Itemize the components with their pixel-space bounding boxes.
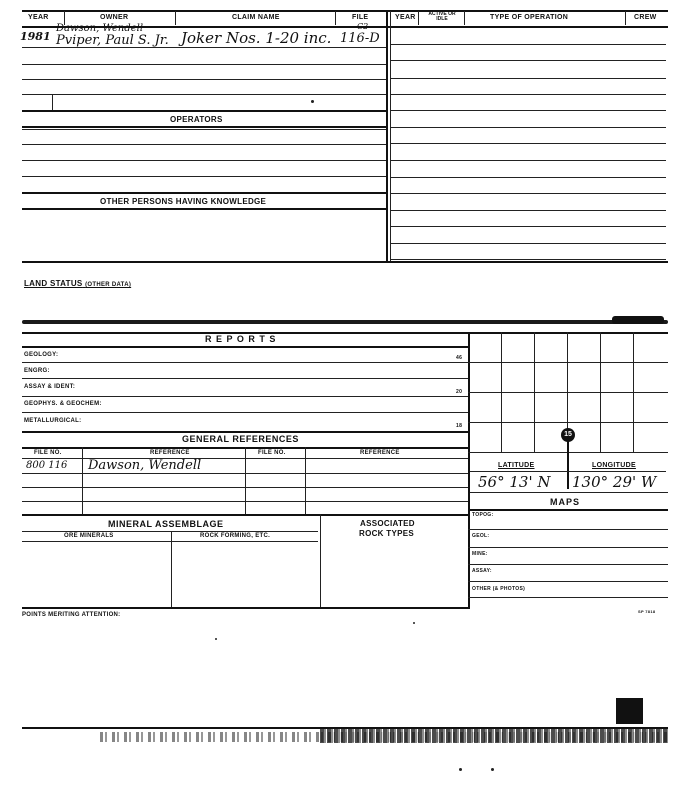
longitude-value: 130° 29' W — [572, 473, 657, 491]
land-status-heading — [24, 279, 131, 288]
scan-smudge-band — [22, 320, 668, 324]
maps-assay: ASSAY: — [472, 568, 492, 574]
ore-minerals-label: ORE MINERALS — [64, 533, 114, 539]
col-file-no-2: FILE NO. — [258, 450, 286, 456]
maps-heading: MAPS — [550, 497, 581, 507]
entry-year: 1981 — [20, 30, 51, 43]
maps-mine: MINE: — [472, 551, 488, 557]
mineral-assemblage-heading: MINERAL ASSEMBLAGE — [108, 519, 224, 529]
ref-entry-reference: Dawson, Wendell — [88, 458, 202, 473]
header-file: FILE — [352, 14, 369, 21]
reports-row-assay-num: 20 — [456, 389, 463, 395]
entry-owner-1: Dawson, Wendell — [56, 23, 144, 34]
rock-forming-label: ROCK FORMING, ETC. — [200, 533, 271, 539]
scan-black-mark — [616, 698, 643, 724]
location-marker-number: 15 — [564, 431, 572, 438]
reports-row-metallurgical: METALLURGICAL: — [24, 418, 82, 424]
reports-heading: R E P O R T S — [205, 334, 277, 344]
maps-other: OTHER (& PHOTOS) — [472, 586, 526, 592]
general-references-heading: GENERAL REFERENCES — [182, 434, 299, 444]
reports-row-assay: ASSAY & IDENT: — [24, 384, 76, 390]
entry-file: 116-D — [340, 31, 380, 46]
reports-row-metallurgical-num: 18 — [456, 423, 463, 429]
form-number: SP 7818 — [638, 609, 656, 614]
maps-geol: GEOL: — [472, 533, 490, 539]
col-reference: REFERENCE — [150, 450, 190, 456]
associated-rock-types-1: ASSOCIATED — [360, 519, 415, 528]
longitude-label: LONGITUDE — [592, 462, 636, 469]
land-status-sub: (OTHER DATA) — [85, 282, 132, 288]
entry-claim-name: Joker Nos. 1-20 inc. — [181, 29, 332, 47]
maps-topog: TOPOG: — [472, 512, 494, 518]
reports-row-engrg: ENGRG: — [24, 368, 50, 374]
latitude-value: 56° 13' N — [478, 473, 551, 491]
header-owner: OWNER — [100, 14, 129, 21]
col-file-no: FILE NO. — [34, 450, 62, 456]
entry-owner-2: Pviper, Paul S. Jr. — [56, 33, 169, 48]
col-reference-2: REFERENCE — [360, 450, 400, 456]
operators-heading: OPERATORS — [170, 115, 223, 124]
associated-rock-types-2: ROCK TYPES — [359, 529, 415, 538]
header-year-2: YEAR — [395, 14, 416, 21]
latitude-label: LATITUDE — [498, 462, 535, 469]
header-type-of-operation: TYPE OF OPERATION — [490, 14, 569, 21]
land-status-label: LAND STATUS — [24, 279, 83, 288]
header-year: YEAR — [28, 14, 49, 21]
header-crew: CREW — [634, 14, 657, 21]
ref-entry-file-no: 800 116 — [26, 460, 68, 471]
other-persons-heading: OTHER PERSONS HAVING KNOWLEDGE — [100, 197, 267, 206]
entry-file-sub: C2 — [357, 22, 369, 31]
points-meriting-attention: POINTS MERITING ATTENTION: — [22, 612, 121, 618]
reports-row-geophys: GEOPHYS. & GEOCHEM: — [24, 401, 102, 407]
reports-row-geology: GEOLOGY: — [24, 352, 59, 358]
header-claim-name: CLAIM NAME — [232, 14, 280, 21]
location-marker — [561, 428, 575, 442]
reports-row-geology-num: 46 — [456, 355, 463, 361]
header-active-or-idle: ACTIVE OR IDLE — [428, 11, 456, 22]
